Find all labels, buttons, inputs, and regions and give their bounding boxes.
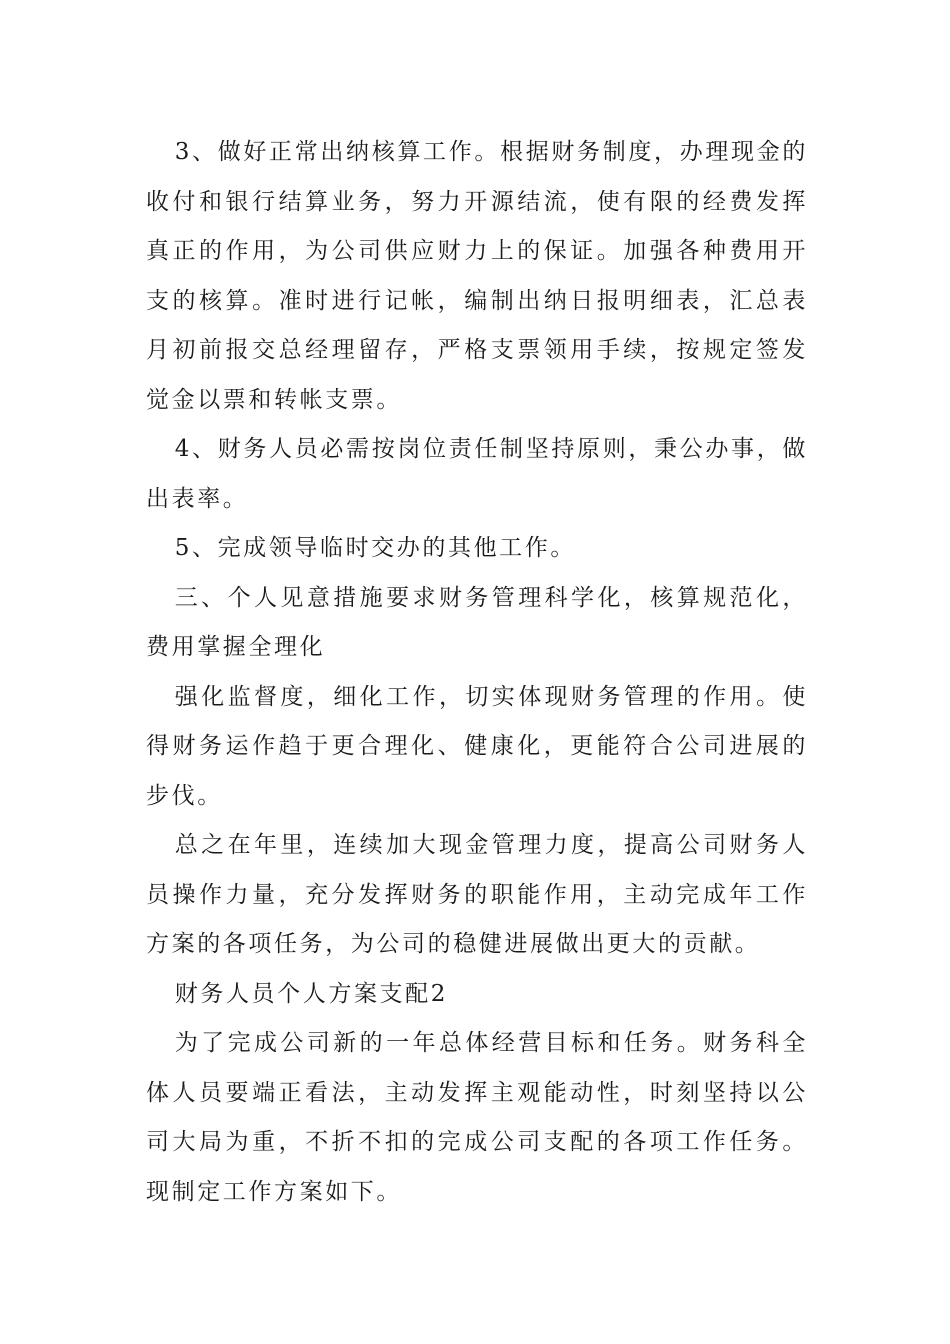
document-body bbox=[146, 128, 808, 1217]
paragraph-other-tasks: 5、完成领导临时交办的其他工作。 bbox=[174, 535, 576, 561]
paragraph-summary: 总之在年里，连续加大现金管理力度，提高公司财务人员操作力量，充分发挥财务的职能作用，主动完成年工作方案的各项任务，为公司的稳健进展做出更大的贡献。 bbox=[146, 832, 808, 957]
section-title-plan-2: 财务人员个人方案支配2 bbox=[174, 980, 448, 1007]
section-heading-measures: 三、个人见意措施要求财务管理科学化，核算规范化，费用掌握全理化 bbox=[146, 584, 808, 660]
paragraph-responsibility: 4、财务人员必需按岗位责任制坚持原则，秉公办事，做出表率。 bbox=[146, 436, 808, 512]
paragraph-cash-accounting: 3、做好正常出纳核算工作。根据财务制度，办理现金的收付和银行结算业务，努力开源结流，使有限的经费发挥真正的作用，为公司供应财力上的保证。加强各种费用开支的核算。准时进行记帐，编制出纳日报明细表，汇总表月初前报交总经理留存，严格支票领用手续，按规定签发觉金以票和转帐支票。 bbox=[146, 139, 808, 413]
paragraph-plan-intro: 为了完成公司新的一年总体经营目标和任务。财务科全体人员要端正看法，主动发挥主观能动性，时刻坚持以公司大局为重，不折不扣的完成公司支配的各项工作任务。现制定工作方案如下。 bbox=[146, 1030, 808, 1205]
paragraph-supervision: 强化监督度，细化工作，切实体现财务管理的作用。使得财务运作趋于更合理化、健康化，更能符合公司进展的步伐。 bbox=[146, 683, 808, 809]
